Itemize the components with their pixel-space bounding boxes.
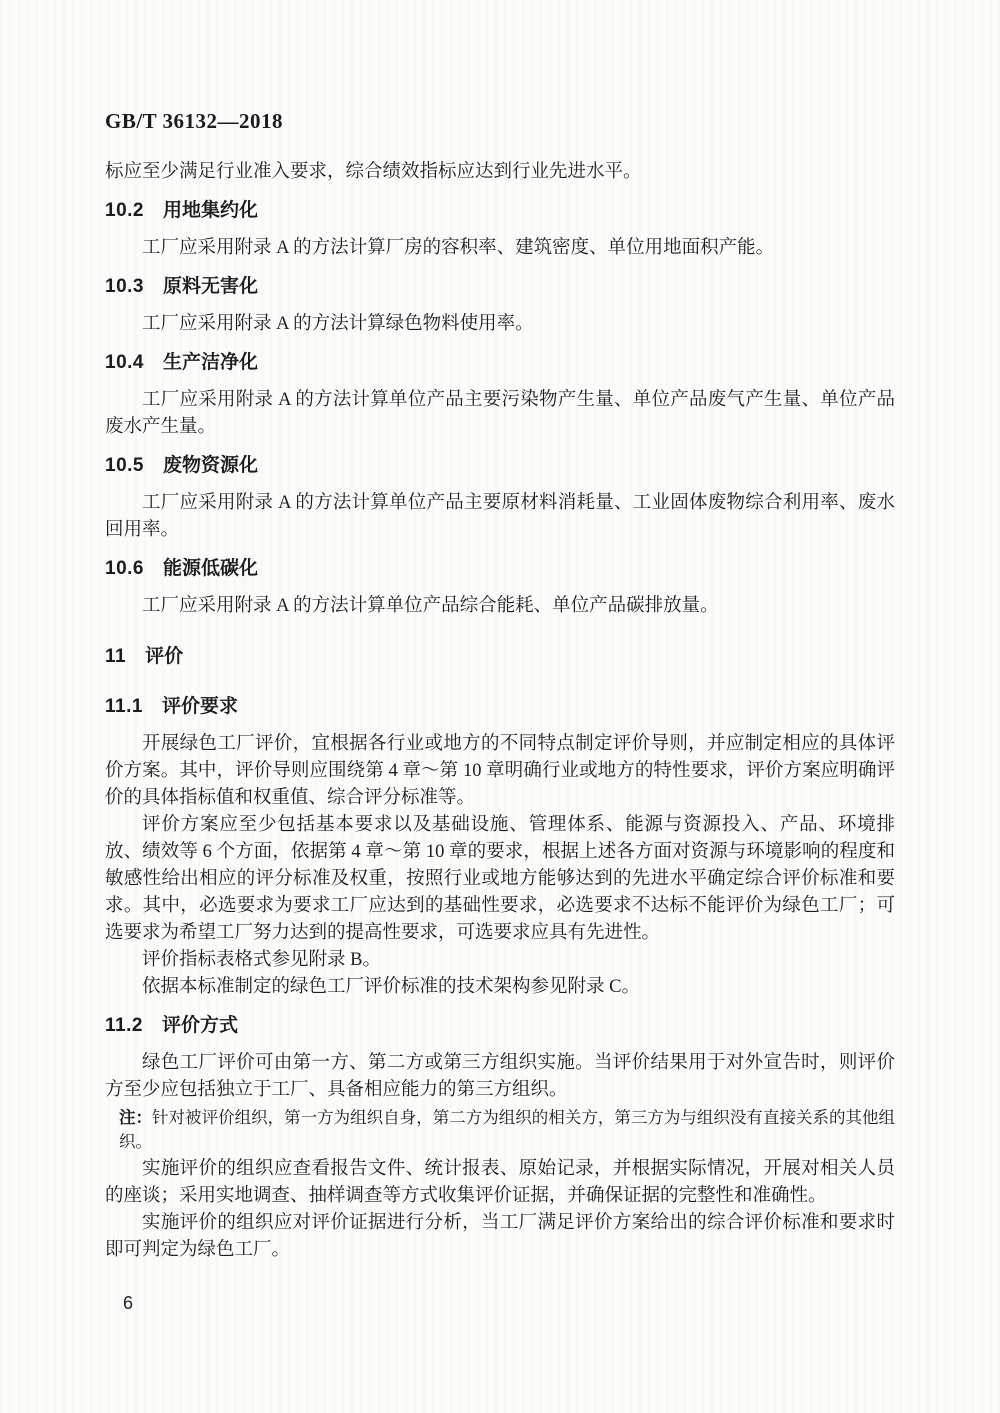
section-title: 生产洁净化 bbox=[162, 352, 258, 373]
section-number: 11.1 bbox=[105, 696, 143, 717]
body-paragraph: 实施评价的组织应对评价证据进行分析，当工厂满足评价方案给出的综合评价标准和要求时即可判定为绿色工厂。 bbox=[105, 1213, 895, 1260]
section-number: 10.2 bbox=[105, 200, 144, 221]
body-paragraph: 开展绿色工厂评价，宜根据各行业或地方的不同特点制定评价导则，并应制定相应的具体评价方案。其中，评价导则应围绕第 4 章～第 10 章明确行业或地方的特性要求，评价方案应明确评价的具体指标值和权重值、综合评分标准等。 bbox=[105, 734, 895, 808]
body-paragraph: 评价方案应至少包括基本要求以及基础设施、管理体系、能源与资源投入、产品、环境排放、绩效等 6 个方面，依据第 4 章～第 10 章的要求，根据上述各方面对资源与环境影响的程度和敏感性给出相应的评分标准及权重，按照行业或地方能够达到的先进水平确定综合评价标准和要求。其中，必选要求为要求工厂应达到的基础性要求，必选要求不达标不能评价为绿色工厂；可选要求为希望工厂努力达到的提高性要求，可选要求应具有先进性。 bbox=[105, 815, 895, 943]
section-heading bbox=[105, 350, 895, 376]
section-title: 能源低碳化 bbox=[162, 558, 258, 579]
body-paragraph: 绿色工厂评价可由第一方、第二方或第三方组织实施。当评价结果用于对外宣告时，则评价方至少应包括独立于工厂、具备相应能力的第三方组织。 bbox=[105, 1053, 895, 1100]
section-title: 评价要求 bbox=[161, 696, 238, 717]
section-title: 用地集约化 bbox=[162, 200, 258, 221]
note-label: 注： bbox=[119, 1109, 153, 1127]
section-title: 评价 bbox=[145, 646, 184, 667]
section-heading bbox=[105, 453, 895, 479]
page-number: 6 bbox=[123, 1293, 134, 1313]
body-paragraph: 工厂应采用附录 A 的方法计算绿色物料使用率。 bbox=[142, 314, 534, 334]
section-heading bbox=[105, 556, 895, 582]
section-number: 10.4 bbox=[105, 352, 144, 373]
section-number: 10.6 bbox=[105, 558, 144, 579]
standard-code-header: GB/T 36132—2018 bbox=[105, 109, 284, 133]
section-number: 11.2 bbox=[105, 1015, 143, 1036]
body-paragraph: 工厂应采用附录 A 的方法计算单位产品主要原材料消耗量、工业固体废物综合利用率、废水回用率。 bbox=[105, 493, 895, 540]
body-paragraph: 依据本标准制定的绿色工厂评价标准的技术架构参见附录 C。 bbox=[142, 977, 640, 997]
body-paragraph: 标应至少满足行业准入要求，综合绩效指标应达到行业先进水平。 bbox=[105, 162, 642, 182]
section-heading bbox=[105, 1013, 895, 1039]
body-paragraph: 工厂应采用附录 A 的方法计算单位产品综合能耗、单位产品碳排放量。 bbox=[142, 596, 719, 616]
section-heading bbox=[105, 198, 895, 224]
section-heading bbox=[105, 694, 895, 720]
section-title: 评价方式 bbox=[161, 1015, 238, 1036]
body-paragraph: 评价指标表格式参见附录 B。 bbox=[142, 950, 381, 970]
body-paragraph: 实施评价的组织应查看报告文件、统计报表、原始记录，并根据实际情况，开展对相关人员的座谈；采用实地调查、抽样调查等方式收集评价证据，并确保证据的完整性和准确性。 bbox=[105, 1159, 895, 1206]
section-number: 10.3 bbox=[105, 276, 144, 297]
page-body bbox=[105, 159, 895, 1264]
chapter-heading bbox=[105, 644, 895, 670]
body-paragraph: 工厂应采用附录 A 的方法计算厂房的容积率、建筑密度、单位用地面积产能。 bbox=[142, 238, 775, 258]
section-heading bbox=[105, 274, 895, 300]
note-paragraph bbox=[105, 1106, 895, 1154]
body-paragraph: 工厂应采用附录 A 的方法计算单位产品主要污染物产生量、单位产品废气产生量、单位产品废水产生量。 bbox=[105, 390, 895, 437]
section-title: 原料无害化 bbox=[162, 276, 258, 297]
section-number: 11 bbox=[105, 646, 127, 667]
note-text: 针对被评价组织，第一方为组织自身，第二方为组织的相关方，第三方为与组织没有直接关系的其他组织。 bbox=[119, 1108, 896, 1151]
section-title: 废物资源化 bbox=[162, 455, 258, 476]
section-number: 10.5 bbox=[105, 455, 144, 476]
